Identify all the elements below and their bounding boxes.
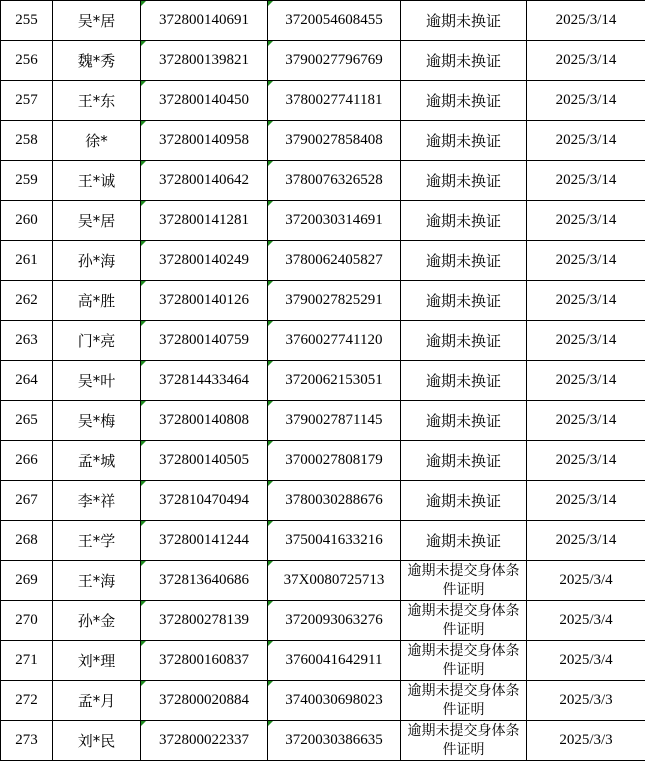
cell-certificate-number-text: 3790027825291 [285,292,383,308]
cell-id-number-text: 372800141244 [159,532,249,548]
text-number-marker-icon [268,601,273,606]
cell-reason-text: 逾期未换证 [425,532,501,550]
cell-certificate-number-text: 3720030386635 [285,732,383,748]
cell-certificate-number [268,441,401,481]
cell-date-text: 2025/3/3 [559,732,613,748]
cell-certificate-number-text: 3700027808179 [285,452,383,468]
cell-certificate-number-text: 3720093063276 [285,612,383,628]
cell-certificate-number [268,81,401,121]
cell-id-number [141,721,268,761]
cell-date [527,41,645,81]
text-number-marker-icon [141,441,146,446]
cell-reason [401,81,527,121]
cell-index [1,321,53,361]
cell-date [527,161,645,201]
text-number-marker-icon [141,121,146,126]
cell-id-number-text: 372814433464 [159,372,249,388]
cell-certificate-number-text: 3780062405827 [285,252,383,268]
cell-id-number-text: 372800140126 [159,292,249,308]
cell-index [1,441,53,481]
cell-certificate-number [268,321,401,361]
cell-certificate-number-text: 3790027796769 [285,52,383,68]
text-number-marker-icon [141,161,146,166]
cell-reason-text: 逾期未换证 [425,332,501,350]
cell-date-text: 2025/3/14 [555,332,617,348]
table-row [1,81,645,121]
cell-reason [401,161,527,201]
text-number-marker-icon [268,401,273,406]
cell-reason [401,361,527,401]
cell-index-text: 264 [15,372,38,388]
cell-index-text: 273 [15,732,38,748]
cell-index-text: 256 [15,52,38,68]
text-number-marker-icon [268,441,273,446]
cell-date [527,321,645,361]
cell-certificate-number [268,201,401,241]
text-number-marker-icon [141,521,146,526]
table-row [1,681,645,721]
cell-date [527,281,645,321]
cell-id-number [141,121,268,161]
cell-name-text: 徐* [85,132,108,150]
cell-id-number [141,481,268,521]
cell-reason [401,601,527,641]
cell-certificate-number [268,481,401,521]
cell-date-text: 2025/3/4 [559,652,613,668]
cell-reason [401,1,527,41]
cell-id-number-text: 372800140759 [159,332,249,348]
text-number-marker-icon [141,41,146,46]
cell-id-number [141,521,268,561]
cell-certificate-number [268,41,401,81]
text-number-marker-icon [268,641,273,646]
cell-name [53,281,141,321]
cell-certificate-number-text: 37X0080725713 [283,572,385,588]
cell-date-text: 2025/3/14 [555,292,617,308]
cell-name [53,81,141,121]
cell-index-text: 257 [15,92,38,108]
cell-reason-text: 逾期未换证 [425,412,501,430]
cell-date-text: 2025/3/14 [555,52,617,68]
cell-id-number-text: 372800140958 [159,132,249,148]
cell-index-text: 266 [15,452,38,468]
cell-name-text: 孙*海 [77,252,116,270]
cell-index [1,681,53,721]
cell-certificate-number [268,721,401,761]
cell-date [527,481,645,521]
cell-reason-text: 逾期未换证 [425,372,501,390]
cell-reason-text: 逾期未换证 [425,12,501,30]
cell-date-text: 2025/3/14 [555,132,617,148]
cell-reason-text: 逾期未提交身体条件证明 [407,602,520,638]
cell-date [527,401,645,441]
cell-index-text: 260 [15,212,38,228]
text-number-marker-icon [141,241,146,246]
cell-certificate-number-text: 3720030314691 [285,212,383,228]
cell-certificate-number-text: 3720062153051 [285,372,383,388]
cell-reason [401,41,527,81]
text-number-marker-icon [141,281,146,286]
cell-id-number [141,81,268,121]
cell-reason [401,721,527,761]
cell-name-text: 吴*叶 [77,372,116,390]
cell-name-text: 王*东 [77,92,116,110]
table-row [1,121,645,161]
cell-name-text: 高*胜 [77,292,116,310]
cell-reason [401,641,527,681]
cell-name [53,201,141,241]
cell-date-text: 2025/3/14 [555,252,617,268]
cell-id-number [141,201,268,241]
cell-reason-text: 逾期未换证 [425,132,501,150]
cell-reason-text: 逾期未提交身体条件证明 [407,642,520,678]
cell-certificate-number [268,1,401,41]
cell-name [53,601,141,641]
cell-name [53,241,141,281]
cell-index-text: 261 [15,252,38,268]
cell-id-number [141,601,268,641]
cell-index [1,281,53,321]
text-number-marker-icon [141,601,146,606]
cell-certificate-number [268,681,401,721]
text-number-marker-icon [268,321,273,326]
cell-certificate-number [268,281,401,321]
cell-id-number [141,561,268,601]
cell-index [1,481,53,521]
text-number-marker-icon [141,1,146,6]
cell-name [53,481,141,521]
cell-index [1,241,53,281]
cell-date [527,81,645,121]
cell-name-text: 李*祥 [77,492,116,510]
cell-reason-text: 逾期未换证 [425,452,501,470]
cell-index [1,361,53,401]
cell-name-text: 吴*梅 [77,412,116,430]
cell-date-text: 2025/3/3 [559,692,613,708]
cell-certificate-number-text: 3760027741120 [285,332,383,348]
table-row [1,361,645,401]
cell-index-text: 267 [15,492,38,508]
cell-index-text: 268 [15,532,38,548]
cell-name-text: 孟*城 [77,452,116,470]
cell-id-number-text: 372810470494 [159,492,249,508]
cell-name-text: 吴*居 [77,12,116,30]
cell-reason [401,401,527,441]
cell-id-number [141,641,268,681]
cell-certificate-number [268,121,401,161]
cell-reason-text: 逾期未提交身体条件证明 [407,682,520,718]
cell-id-number-text: 372813640686 [159,572,249,588]
text-number-marker-icon [268,241,273,246]
cell-certificate-number-text: 3780076326528 [285,172,383,188]
cell-id-number [141,41,268,81]
cell-index-text: 263 [15,332,38,348]
cell-name-text: 吴*居 [77,212,116,230]
table-row [1,521,645,561]
cell-name-text: 王*海 [77,572,116,590]
table-row [1,321,645,361]
cell-index [1,641,53,681]
cell-name-text: 王*学 [77,532,116,550]
cell-index-text: 269 [15,572,38,588]
cell-index [1,201,53,241]
cell-reason [401,121,527,161]
cell-index [1,1,53,41]
cell-name [53,561,141,601]
cell-name-text: 刘*民 [77,732,116,750]
table-row [1,161,645,201]
cell-index [1,81,53,121]
cell-id-number-text: 372800140450 [159,92,249,108]
cell-id-number-text: 372800141281 [159,212,249,228]
cell-id-number [141,241,268,281]
cell-certificate-number [268,161,401,201]
cell-date-text: 2025/3/4 [559,572,613,588]
cell-reason-text: 逾期未提交身体条件证明 [407,722,520,758]
cell-certificate-number-text: 3720054608455 [285,12,383,28]
cell-reason [401,681,527,721]
cell-date-text: 2025/3/4 [559,612,613,628]
cell-certificate-number [268,361,401,401]
text-number-marker-icon [268,721,273,726]
cell-name-text: 孟*月 [77,692,116,710]
cell-id-number-text: 372800020884 [159,692,249,708]
cell-index [1,41,53,81]
text-number-marker-icon [268,521,273,526]
cell-certificate-number-text: 3740030698023 [285,692,383,708]
text-number-marker-icon [141,481,146,486]
cell-date-text: 2025/3/14 [555,532,617,548]
cell-date [527,361,645,401]
cell-id-number [141,281,268,321]
cell-index-text: 265 [15,412,38,428]
cell-index [1,721,53,761]
cell-id-number-text: 372800140505 [159,452,249,468]
text-number-marker-icon [268,561,273,566]
cell-date-text: 2025/3/14 [555,92,617,108]
text-number-marker-icon [268,161,273,166]
cell-reason [401,481,527,521]
cell-id-number [141,321,268,361]
cell-name [53,641,141,681]
text-number-marker-icon [268,1,273,6]
table-row [1,441,645,481]
cell-reason-text: 逾期未提交身体条件证明 [407,562,520,598]
cell-date [527,1,645,41]
table-row [1,601,645,641]
cell-date [527,641,645,681]
cell-index-text: 259 [15,172,38,188]
text-number-marker-icon [141,641,146,646]
cell-date [527,241,645,281]
table-row [1,281,645,321]
cell-index [1,121,53,161]
text-number-marker-icon [268,481,273,486]
table-row [1,201,645,241]
cell-name [53,321,141,361]
table-row [1,401,645,441]
cell-index-text: 258 [15,132,38,148]
cell-date-text: 2025/3/14 [555,412,617,428]
text-number-marker-icon [141,681,146,686]
cell-id-number-text: 372800139821 [159,52,249,68]
cell-id-number-text: 372800022337 [159,732,249,748]
cell-id-number-text: 372800278139 [159,612,249,628]
cell-name-text: 刘*理 [77,652,116,670]
cell-reason-text: 逾期未换证 [425,252,501,270]
cell-reason [401,241,527,281]
cell-index [1,161,53,201]
text-number-marker-icon [141,321,146,326]
cell-reason [401,521,527,561]
cell-name [53,41,141,81]
cell-name [53,401,141,441]
cell-certificate-number [268,241,401,281]
cell-id-number-text: 372800140642 [159,172,249,188]
cell-date-text: 2025/3/14 [555,492,617,508]
cell-date-text: 2025/3/14 [555,172,617,188]
text-number-marker-icon [141,81,146,86]
cell-index-text: 272 [15,692,38,708]
cell-date-text: 2025/3/14 [555,372,617,388]
cell-certificate-number [268,521,401,561]
text-number-marker-icon [268,81,273,86]
table-row [1,641,645,681]
table-row [1,41,645,81]
cell-reason-text: 逾期未换证 [425,52,501,70]
cell-date [527,561,645,601]
cell-id-number [141,401,268,441]
cell-certificate-number-text: 3790027871145 [285,412,383,428]
text-number-marker-icon [141,721,146,726]
cell-certificate-number [268,641,401,681]
cell-id-number [141,1,268,41]
cell-reason [401,281,527,321]
cell-date [527,521,645,561]
cell-id-number-text: 372800160837 [159,652,249,668]
text-number-marker-icon [268,681,273,686]
cell-reason [401,201,527,241]
cell-index [1,521,53,561]
cell-id-number-text: 372800140808 [159,412,249,428]
cell-date-text: 2025/3/14 [555,212,617,228]
text-number-marker-icon [141,201,146,206]
cell-certificate-number-text: 3790027858408 [285,132,383,148]
cell-name-text: 孙*金 [77,612,116,630]
cell-name [53,161,141,201]
cell-reason-text: 逾期未换证 [425,212,501,230]
cell-reason-text: 逾期未换证 [425,292,501,310]
cell-reason-text: 逾期未换证 [425,172,501,190]
cell-reason-text: 逾期未换证 [425,92,501,110]
cell-name [53,121,141,161]
cell-certificate-number [268,401,401,441]
cell-certificate-number-text: 3780030288676 [285,492,383,508]
cell-id-number [141,681,268,721]
cell-certificate-number-text: 3750041633216 [285,532,383,548]
cell-date [527,441,645,481]
text-number-marker-icon [141,401,146,406]
cell-date [527,721,645,761]
cell-reason-text: 逾期未换证 [425,492,501,510]
cell-name [53,441,141,481]
cell-reason [401,441,527,481]
cell-certificate-number-text: 3780027741181 [285,92,383,108]
cell-date [527,121,645,161]
cell-index-text: 262 [15,292,38,308]
cell-date [527,201,645,241]
table-row [1,241,645,281]
cell-certificate-number [268,601,401,641]
cell-name [53,1,141,41]
cell-id-number [141,361,268,401]
cell-name-text: 魏*秀 [77,52,116,70]
cell-index [1,561,53,601]
cell-reason [401,561,527,601]
cell-index-text: 270 [15,612,38,628]
cell-index-text: 255 [15,12,38,28]
text-number-marker-icon [141,361,146,366]
cell-id-number [141,161,268,201]
cell-index [1,601,53,641]
table-row [1,481,645,521]
cell-reason [401,321,527,361]
cell-index [1,401,53,441]
cell-certificate-number-text: 3760041642911 [285,652,383,668]
cell-date [527,601,645,641]
cell-index-text: 271 [15,652,38,668]
text-number-marker-icon [268,41,273,46]
text-number-marker-icon [268,361,273,366]
cell-date-text: 2025/3/14 [555,12,617,28]
table-row [1,721,645,761]
cell-name [53,721,141,761]
text-number-marker-icon [268,201,273,206]
text-number-marker-icon [268,121,273,126]
cell-name [53,361,141,401]
cell-name-text: 门*亮 [77,332,116,350]
cell-date-text: 2025/3/14 [555,452,617,468]
cell-id-number-text: 372800140691 [159,12,249,28]
cell-name-text: 王*诚 [77,172,116,190]
cell-name [53,681,141,721]
cell-name [53,521,141,561]
table-row [1,1,645,41]
cell-id-number-text: 372800140249 [159,252,249,268]
cell-certificate-number [268,561,401,601]
table-body [1,0,645,761]
cell-id-number [141,441,268,481]
text-number-marker-icon [268,281,273,286]
cell-date [527,681,645,721]
text-number-marker-icon [141,561,146,566]
table-row [1,561,645,601]
